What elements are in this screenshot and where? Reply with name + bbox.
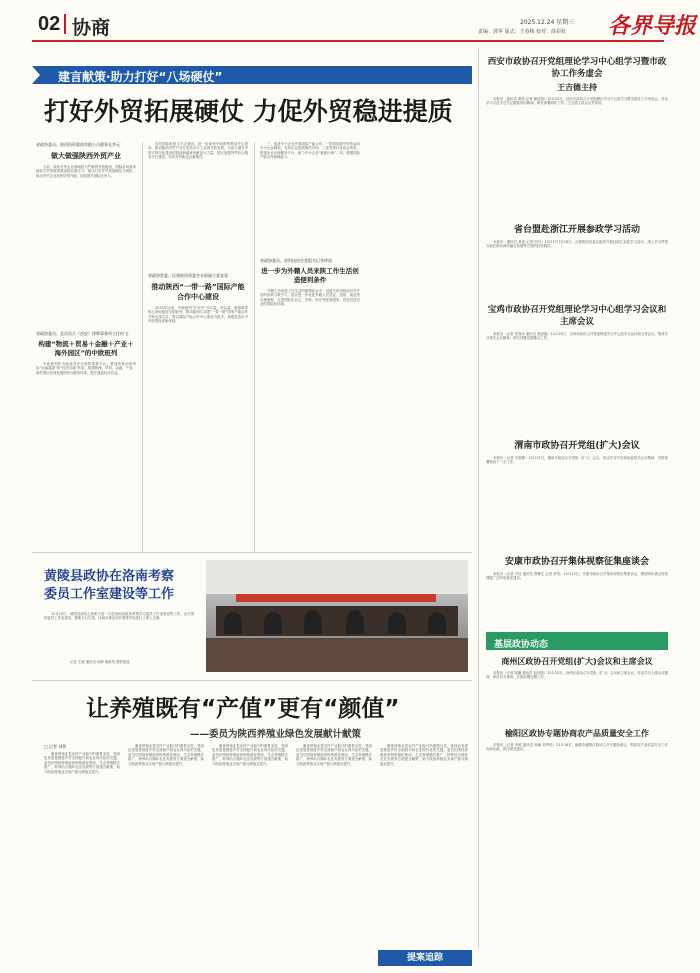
brief-article-1-title: 商州区政协召开党组(扩大)会议和主席会议 — [501, 657, 653, 666]
wide-article-reporter: □ 记者 刘智 — [44, 744, 67, 749]
col3-title: 进一步为外籍人员来陕工作生活创造便利条件 — [261, 267, 359, 284]
page-number: 02 — [38, 13, 61, 35]
col1-byline: 省政协委员、陕西投资集团有限公司董事长李元： — [36, 142, 124, 147]
brief-article-2 — [486, 728, 668, 933]
right-article-4 — [486, 440, 668, 556]
col1-sub-body: 中欧班列作为陕西对外开放的重要平台，要加快推动班列由“运输通道”向“经济走廊”转变，构建物流、贸易、金融、产业、海外园区协同发展的综合服务体系，提升通道经济效益。 — [36, 362, 136, 375]
meeting-photo — [206, 560, 468, 672]
brief-article-2-body: 本报讯（记者 李锦 通讯员 杨楠 刘秀英）12月18日，榆林市榆阳区政协召开专题协商会，围绕农产品质量安全工作协商议政，提出意见建议。 — [486, 743, 668, 752]
brief-article-2-title: 榆阳区政协专题协商农产品质量安全工作 — [505, 729, 649, 738]
col2-byline: 省政协常委、民建陕西省委会专职副主委张蓉： — [148, 273, 232, 278]
brief-article-1 — [486, 656, 668, 731]
col1-title: 做大做强陕西外贸产业 — [51, 152, 121, 160]
column-1 — [36, 142, 136, 552]
section-divider — [32, 680, 472, 681]
date-line: 2025.12.24 星期三 — [520, 19, 575, 26]
paper-name-logo: 各界导报 — [608, 13, 697, 39]
column-3 — [260, 142, 360, 552]
masthead-rule — [32, 40, 664, 42]
wide-article-col-3: 畜禽养殖业是农村产业振兴的重要支柱，其绿色发展是推进乡村全面振兴和农业现代化的关键。委员们围绕养殖废弃物资源化利用、生态养殖模式推广、种养结合循环农业发展等方面建言献策，助力陕西养殖业实现产值与颜值双提升。 — [212, 744, 288, 766]
right-article-4-body: 本报讯（记者 安秋桦）12月17日，渭南市政协召开党组（扩大）会议，传达学习中央和省委相关会议精神，安排部署政协下一步工作。 — [486, 456, 668, 465]
col2-title: 推动陕西“一带一路”国际产能合作中心建设 — [151, 283, 245, 301]
main-headline: 打好外贸拓展硬仗 力促外贸稳进提质 — [44, 97, 453, 126]
right-article-2-body: 本报讯（通讯员 黄浩 记者 何丹）12月17日至18日，台盟陕西省委会组织开展赴浙江参政学习活动，深入学习考察当地在推动两岸融合发展等方面的经验做法。 — [486, 240, 668, 249]
footer-label-text: 提案追踪 — [406, 953, 443, 963]
col3-body: 三、促进中小企业开展国际产能合作。一是将省级外贸资金向中小企业倾斜，支持企业拓展海外市场；二是发挥行业协会作用，搭建企业出海服务平台，助力中小企业“抱团出海”。四、增强国际产能合作保障能力。 — [260, 142, 360, 160]
right-article-2-title: 省台盟赴浙江开展参政学习活动 — [513, 225, 640, 235]
editor-line: 责编：郭华 版式：王春梅 校对：薛彩虹 — [478, 29, 567, 35]
banner-arrow-icon — [32, 66, 40, 84]
right-article-3-body: 本报讯（记者 党周冰 通讯员 张丽娟）12月16日，宝鸡市政协召开党组理论学习中心组学习会议和主席会议，集体学习相关会议精神，研究部署近期重点工作。 — [486, 332, 668, 341]
huangling-credit: 记者 王斌 通讯员 杨静 缑新英 摄影报道 — [70, 660, 130, 664]
col1-body: 当前，陕西外贸企业面临较为严峻的发展挑战，国际市场需求疲软与贸易壁垒增加的双重压力，要以打好外贸拓展硬仗为契机，推动外贸企业加快转型升级，持续提升国际竞争力。 — [36, 165, 136, 178]
col3-body2: 外籍人员来陕工作生活的便利化水平，直接关系到陕西对外开放的形象与吸引力。建议进一步优化外籍人员签证、居留、就业等办理流程，完善国际化社区、学校、医疗等配套服务，营造宜居宜业的国际化环境。 — [260, 289, 360, 307]
right-article-1 — [486, 56, 668, 217]
right-article-2 — [486, 224, 668, 304]
col2-body: 成员国际枢纽与节点建设，进一步加快中欧班列集结中心建设，推动陕西外贸产业在更高水平上实现开放发展，为奋力谱写中国式现代化建设的陕西新篇章贡献更大力量。建议加强外贸综合服务平台建设，培育外贸新业态新模式。 — [148, 142, 248, 160]
column-divider — [478, 48, 479, 948]
col1-sub-title: 构建“物流＋贸易＋金融＋产业＋海外园区”的中欧班列 — [38, 340, 134, 357]
column-divider — [142, 142, 143, 552]
col1-sub-byline: 省政协委员、北京浩天（西安）律师事务所主任何飞： — [36, 331, 132, 336]
topic-banner — [32, 66, 472, 84]
wide-article-col-4: 畜禽养殖业是农村产业振兴的重要支柱，其绿色发展是推进乡村全面振兴和农业现代化的关键。委员们围绕养殖废弃物资源化利用、生态养殖模式推广、种养结合循环农业发展等方面建言献策，助力陕西养殖业实现产值与颜值双提升。 — [296, 744, 372, 766]
grassroots-section-bar — [486, 632, 668, 650]
banner-kicker: 建言献策·助力打好“八场硬仗” — [58, 70, 223, 84]
col3-byline: 省政协委员、省科技协会党组书记李珍说： — [260, 258, 336, 263]
right-article-1-body: 本报讯（通讯员 黄悦 记者 谢浩翔）12月23日，西安市政协召开党组理论学习中心组学习暨市政协工作务虚会，传达学习习近平总书记重要讲话精神，研究部署明年工作。王吉德主持会议并讲话。 — [486, 97, 668, 106]
huangling-title — [44, 568, 194, 604]
column-2 — [148, 142, 248, 552]
right-article-1-speaker: 王吉德主持 — [557, 83, 597, 92]
right-article-5-body: 本报讯（记者 尹佳 通讯员 贾舞生 记者 李雪）12月23日，安康市政协召开集体视察征集座谈会，围绕明年重点视察课题广泛听取意见建议。 — [486, 572, 668, 581]
wide-article-headline: 让养殖既有“产值”更有“颜值” — [86, 696, 400, 722]
footer-label — [378, 950, 472, 966]
huangling-title-line1: 黄陵县政协在洛南考察 — [44, 569, 175, 584]
column-divider — [254, 142, 255, 552]
huangling-body: 12月10日，黄陵县政协主席张小爱一行赴洛南县政协考察学习委员工作室建设等工作。双方围绕委员工作室建设、履职平台打造、协商议事活动开展等内容进行了深入交流。 — [44, 612, 194, 621]
right-article-4-title: 渭南市政协召开党组(扩大)会议 — [514, 441, 640, 451]
grassroots-section-label: 基层政协动态 — [494, 640, 549, 650]
section-name: 协商 — [72, 17, 111, 39]
right-article-3 — [486, 304, 668, 440]
right-article-1-title: 西安市政协召开党组理论学习中心组学习暨市政协工作务虚会 — [487, 57, 667, 79]
masthead — [0, 0, 700, 44]
wide-article-col-1: 畜禽养殖业是农村产业振兴的重要支柱，其绿色发展是推进乡村全面振兴和农业现代化的关键。委员们围绕养殖废弃物资源化利用、生态养殖模式推广、种养结合循环农业发展等方面建言献策，助力陕西养殖业实现产值与颜值双提升。 — [44, 752, 120, 774]
right-article-5-title: 安康市政协召开集体视察征集座谈会 — [504, 557, 649, 567]
wide-article-col-5: 畜禽养殖业是农村产业振兴的重要支柱，其绿色发展是推进乡村全面振兴和农业现代化的关键。委员们围绕养殖废弃物资源化利用、生态养殖模式推广、种养结合循环农业发展等方面建言献策，助力陕西养殖业实现产值与颜值双提升。 — [380, 744, 468, 766]
brief-article-1-body: 本报讯（记者 陈鹏 通讯员 赵伟刚）12月22日，商州区政协召开党组（扩大）会议和主席会议，传达学习上级会议精神，审议有关事项，安排部署近期工作。 — [486, 671, 668, 680]
wide-article-subhead: ——委员为陕西养殖业绿色发展献计献策 — [190, 729, 362, 740]
section-divider-icon — [64, 14, 66, 34]
col2-body2: 2024年以来，中欧班列“长安号”开行量、货运量、重箱率等核心指标稳居全国前列，推动陕西与共建“一带一路”国家产能合作不断走深走实，要以国际产能合作中心建设为抓手，构建更高水平开放型经济新体制。 — [148, 306, 248, 324]
huangling-title-line2: 委员工作室建设等工作 — [44, 587, 175, 602]
section-divider — [32, 552, 472, 553]
right-article-5 — [486, 556, 668, 632]
right-article-3-title: 宝鸡市政协召开党组理论学习中心组学习会议和主席会议 — [487, 305, 667, 327]
wide-article-col-2: 畜禽养殖业是农村产业振兴的重要支柱，其绿色发展是推进乡村全面振兴和农业现代化的关键。委员们围绕养殖废弃物资源化利用、生态养殖模式推广、种养结合循环农业发展等方面建言献策，助力陕西养殖业实现产值与颜值双提升。 — [128, 744, 204, 766]
